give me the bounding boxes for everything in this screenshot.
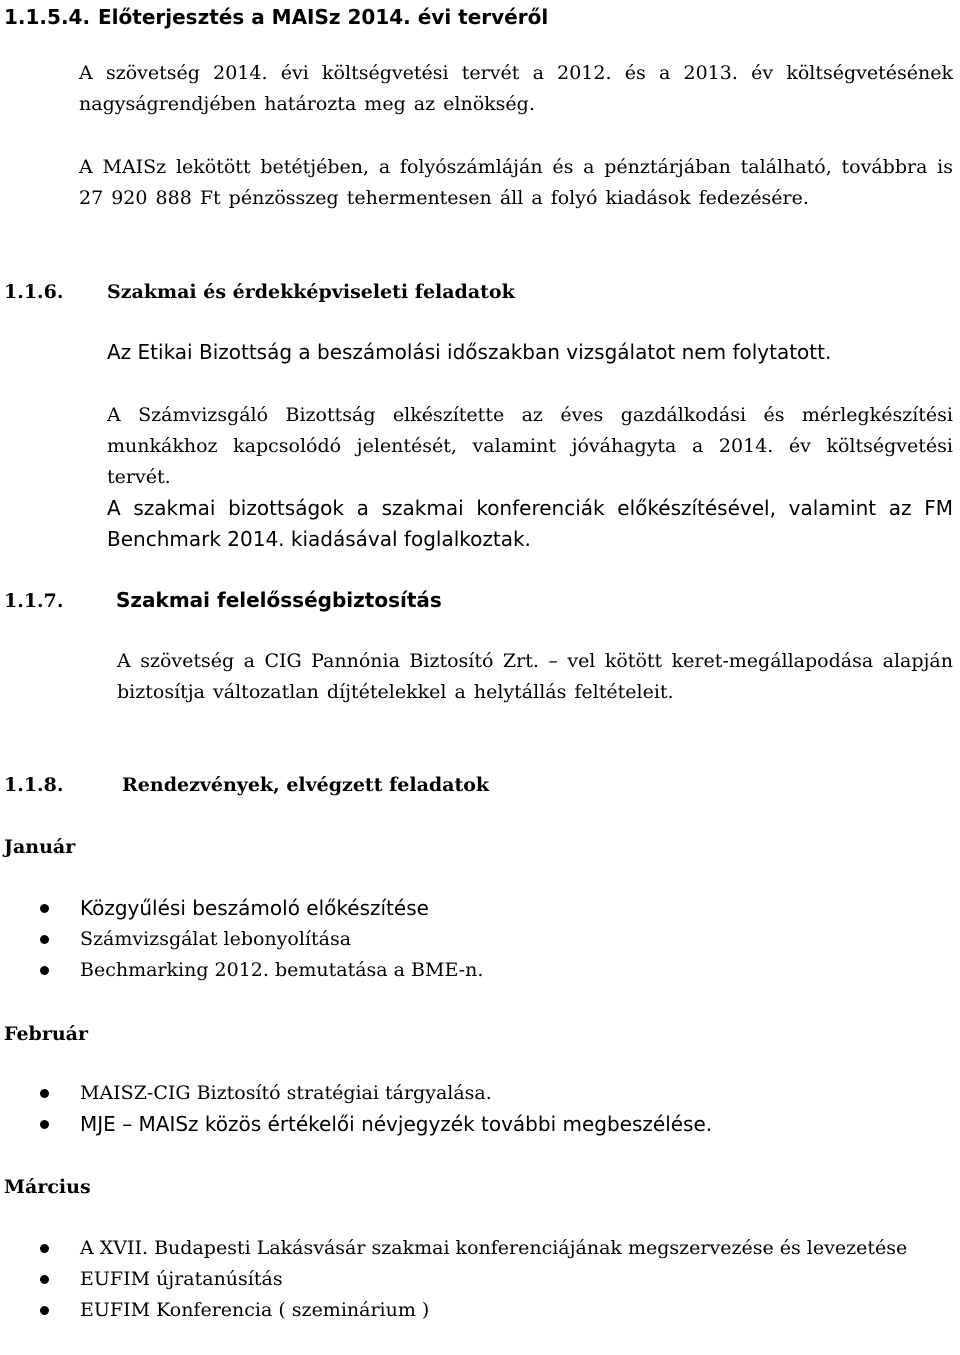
bullet-icon	[40, 935, 49, 944]
list-item: Bechmarking 2012. bemutatása a BME-n.	[40, 955, 940, 986]
paragraph-audit-committee: A Számvizsgáló Bizottság elkészítette az éves gazdálkodási és mérlegkészítési munkákhoz kapcsolódó jelentését, valamint jóváhagyta a 2014. év költségvetési tervét.	[107, 404, 953, 488]
section-heading-1-1-6	[4, 279, 515, 305]
section-number: 1.1.8.	[4, 774, 64, 796]
list-item: A XVII. Budapesti Lakásvásár szakmai konferenciájának megszervezése és levezetése	[40, 1233, 940, 1264]
month-label-january: Január	[4, 836, 76, 858]
bullet-icon	[40, 1244, 49, 1253]
month-label-march: Március	[4, 1176, 91, 1198]
bullet-icon	[40, 1275, 49, 1284]
list-item: EUFIM Konferencia ( szeminárium )	[40, 1295, 940, 1326]
paragraph-liability-insurance: A szövetség a CIG Pannónia Biztosító Zrt. – vel kötött keret-megállapodása alapján biztosítja változatlan díjtételekkel a helytállás feltételeit.	[117, 650, 953, 703]
bullet-icon	[40, 1089, 49, 1098]
section-title: Szakmai felelősségbiztosítás	[116, 588, 442, 612]
paragraph-professional-committees: A szakmai bizottságok a szakmai konferenciák előkészítésével, valamint az FM Benchmark 2014. kiadásával foglalkoztak.	[107, 496, 953, 551]
section-title: Rendezvények, elvégzett feladatok	[122, 774, 490, 796]
paragraph-budget-plan: A szövetség 2014. évi költségvetési tervét a 2012. és a 2013. év költségvetésének nagyságrendjében határozta meg az elnökség.	[79, 62, 953, 115]
list-item: Közgyűlési beszámoló előkészítése	[40, 893, 940, 924]
month-label-february: Február	[4, 1023, 88, 1045]
paragraph-deposit: A MAISz lekötött betétjében, a folyószámláján és a pénztárjában található, továbbra is 27 920 888 Ft pénzösszeg tehermentesen áll a folyó kiadások fedezésére.	[79, 156, 953, 209]
section-number: 1.1.7.	[4, 590, 64, 612]
section-number: 1.1.6.	[4, 281, 64, 303]
list-item: MJE – MAISz közös értékelői névjegyzék további megbeszélése.	[40, 1109, 940, 1140]
bullet-icon	[40, 1120, 49, 1129]
list-item: EUFIM újratanúsítás	[40, 1264, 940, 1295]
section-heading-1-1-5-4	[4, 4, 548, 30]
section-title: Előterjesztés a MAISz 2014. évi tervéről	[98, 5, 549, 29]
section-heading-1-1-7	[4, 587, 442, 614]
list-item: MAISZ-CIG Biztosító stratégiai tárgyalása.	[40, 1078, 940, 1109]
list-january	[40, 893, 940, 986]
paragraph-ethics-committee: Az Etikai Bizottság a beszámolási időszakban vizsgálatot nem folytatott.	[107, 340, 832, 364]
section-heading-1-1-8	[4, 772, 489, 798]
bullet-icon	[40, 904, 49, 913]
section-title: Szakmai és érdekképviseleti feladatok	[107, 281, 515, 303]
section-number: 1.1.5.4.	[4, 5, 91, 29]
list-february	[40, 1078, 940, 1140]
list-item: Számvizsgálat lebonyolítása	[40, 924, 940, 955]
list-march	[40, 1233, 940, 1326]
bullet-icon	[40, 966, 49, 975]
bullet-icon	[40, 1306, 49, 1315]
